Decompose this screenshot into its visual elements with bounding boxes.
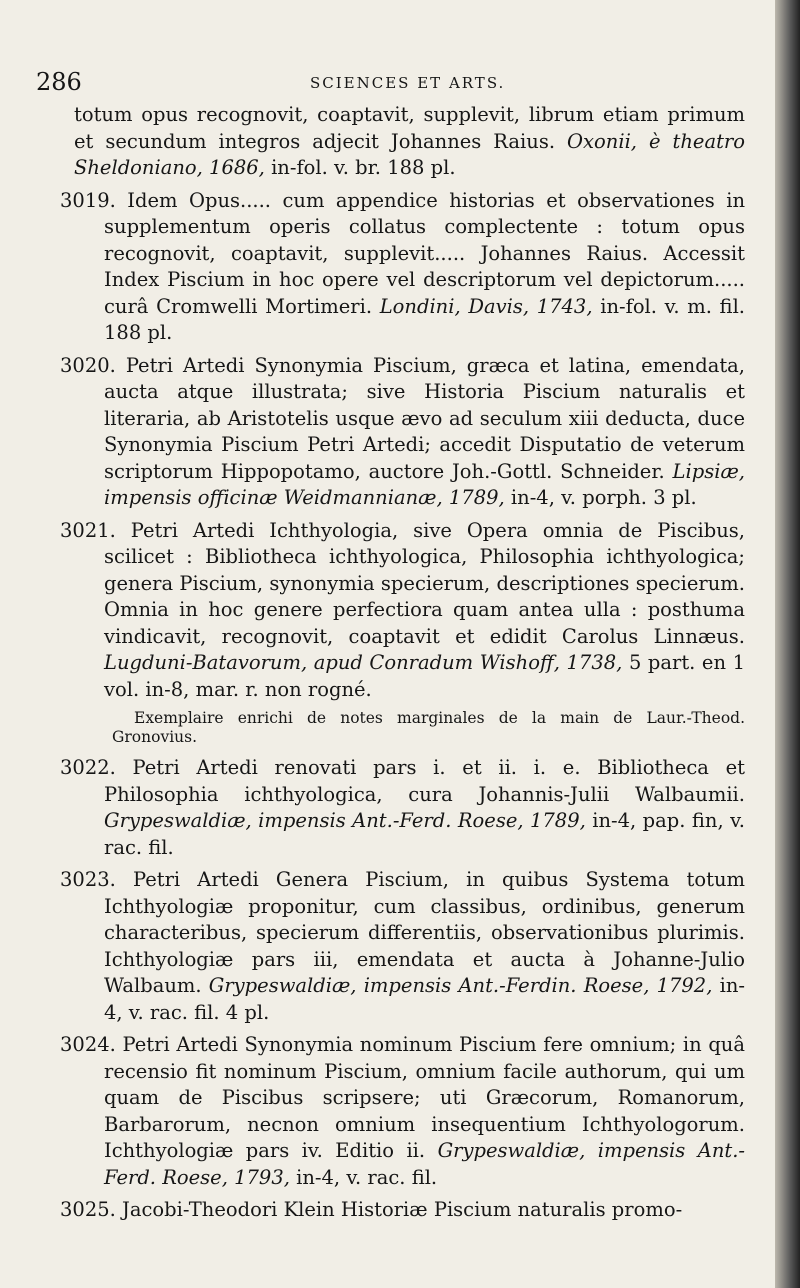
entry-number: 3020. [60, 353, 116, 377]
entry-publication: Londini, Davis, 1743, [379, 294, 593, 318]
entry-details: in-fol. v. br. 188 pl. [271, 156, 456, 179]
entry-number: 3019. [60, 188, 116, 212]
page-number: 286 [36, 68, 82, 96]
entry-publication: Grypeswaldiæ, impensis Ant.-Ferd. Roese, 1793, [104, 1139, 746, 1189]
entry-publication: Lugduni-Batavorum, apud Conradum Wishoff, 1738, [104, 651, 623, 674]
entry-text: Petri Artedi renovati pars i. et ii. i. e. Bibliotheca et Philosophia ichthyologica, cura Johannis-Julii Walbaumii. [104, 756, 745, 806]
entry-text: Idem Opus..... cum appendice historias et observationes in supplementum operis collatus complectente : totum opus recognovit, coaptavit, supplevit..... Johannes Raius. Accessit Index Piscium in hoc opere vel descriptorum vel depictorum..... curâ Cromwelli Mortimeri. [104, 188, 745, 318]
running-title: SCIENCES ET ARTS. [310, 74, 506, 92]
catalogue-entry [60, 867, 745, 1026]
entry-note: Exemplaire enrichi de notes marginales de la main de Laur.-Theod. Gronovius. [112, 709, 745, 746]
entry-number: 3024. [60, 1033, 116, 1056]
entry-details: 5 part. en 1 vol. in-8, mar. r. non rogné. [104, 651, 746, 701]
entry-details: in-fol. v. m. fil. 188 pl. [104, 294, 746, 344]
entry-publication: Grypeswaldiæ, impensis Ant.-Ferdin. Roese, 1792, [208, 974, 713, 997]
entry-text: Petri Artedi Synonymia nominum Piscium fere omnium; in quâ recensio fit nominum Piscium, omnium facile authorum, qui um quam de Piscibus scripsere; uti Græcorum, Romanorum, Barbarorum, necnon omnium insequentium Ichthyologorum. Ichthyologiæ pars iv. Editio ii. [104, 1033, 745, 1162]
entry-number: 3021. [60, 518, 116, 542]
running-head [36, 62, 745, 102]
catalogue-entry [60, 353, 745, 512]
page-edge-shadow [775, 0, 800, 1288]
catalogue-entry [60, 102, 745, 182]
entry-publication: Grypeswaldiæ, impensis Ant.-Ferd. Roese, 1789, [104, 809, 586, 832]
entry-text: totum opus recognovit, coaptavit, supplevit, librum etiam primum et secundum integros adjecit Johannes Raius. [74, 103, 745, 153]
entry-number: 3023. [60, 868, 116, 891]
catalogue-entry [60, 188, 745, 347]
catalogue-entry [60, 1032, 745, 1191]
catalogue-entry [60, 518, 745, 704]
entry-text: Petri Artedi Ichthyologia, sive Opera omnia de Piscibus, scilicet : Bibliotheca ichthyologica, Philosophia ichthyologica; genera Piscium, synonymia specierum, descriptiones specierum. Omnia in hoc genere perfectiora quam antea ulla : posthuma vindicavit, recognovit, coaptavit et edidit Carolus Linnæus. [104, 518, 746, 648]
entry-details: in-4, v. porph. 3 pl. [510, 486, 697, 509]
entry-number: 3025. [60, 1198, 116, 1221]
entry-details: in-4, v. rac. fil. 4 pl. [104, 974, 745, 1024]
catalogue-entry [60, 755, 745, 861]
entry-text: Petri Artedi Synonymia Piscium, græca et latina, emendata, aucta atque illustrata; sive Historia Piscium naturalis et literaria, ab Aristotelis usque ævo ad seculum xiii deducta, duce Synonymia Piscium Petri Artedi; accedit Disputatio de veterum scriptorum Hippopotamo, auctore Joh.-Gottl. Schneider. [104, 353, 745, 483]
entry-details: in-4, pap. fin, v. rac. fil. [104, 809, 745, 859]
entry-publication: Lipsiæ, impensis officinæ Weidmannianæ, 1789, [104, 459, 745, 509]
entry-publication: Oxonii, è theatro Sheldoniano, 1686, [74, 129, 745, 179]
entry-text: Petri Artedi Genera Piscium, in quibus Systema totum Ichthyologiæ proponitur, cum classibus, ordinibus, generum characteribus, specierum differentiis, observationibus plurimis. Ichthyologiæ pars iii, emendata et aucta à Johanne-Julio Walbaum. [104, 868, 745, 997]
catalogue-entry [60, 1197, 745, 1224]
entry-text: Jacobi-Theodori Klein Historiæ Piscium naturalis promo- [122, 1198, 683, 1221]
entry-number: 3022. [60, 756, 116, 779]
catalogue-entries [60, 102, 745, 1224]
entry-details: in-4, v. rac. fil. [296, 1165, 438, 1189]
